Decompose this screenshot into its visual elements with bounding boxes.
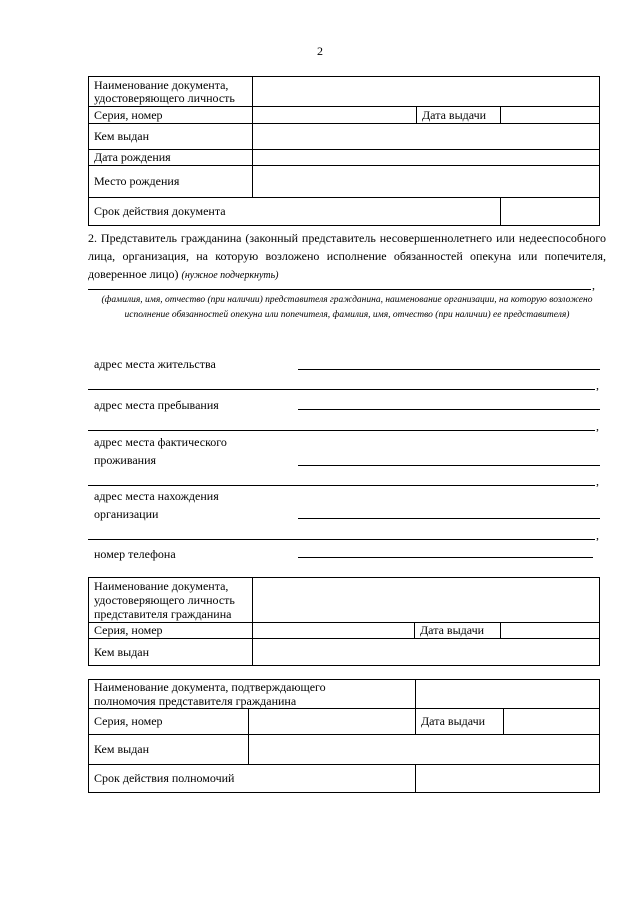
birth-date-field[interactable]	[253, 150, 600, 166]
authority-validity-field[interactable]	[416, 765, 600, 793]
authority-issue-date-field[interactable]	[504, 709, 600, 735]
birth-place-label: Место рождения	[89, 166, 253, 198]
rep-doc-name-line-3: представителя гражданина	[94, 607, 232, 621]
representative-document-table	[88, 577, 600, 666]
rep-doc-name-line-1: Наименование документа,	[94, 579, 229, 593]
authority-issued-by-field[interactable]	[249, 735, 600, 765]
org-address-label-1: адрес места нахождения	[94, 489, 219, 503]
rep-issue-date-field[interactable]	[501, 623, 600, 639]
section-number: 2.	[88, 231, 97, 245]
birth-place-field[interactable]	[253, 166, 600, 198]
issue-date-field[interactable]	[501, 107, 600, 124]
rep-issued-by-label: Кем выдан	[89, 639, 253, 666]
authority-validity-label: Срок действия полномочий	[89, 765, 416, 793]
rep-issue-date-label: Дата выдачи	[415, 623, 501, 639]
authority-doc-name-line-1: Наименование документа, подтверждающего	[94, 680, 326, 694]
stay-address-line-2[interactable]	[88, 430, 595, 431]
validity-label: Срок действия документа	[89, 198, 501, 226]
series-number-label: Серия, номер	[89, 107, 253, 124]
authority-document-table	[88, 679, 600, 793]
actual-address-line[interactable]	[298, 465, 600, 466]
doc-name-field[interactable]	[253, 77, 600, 107]
residence-address-line-2[interactable]	[88, 389, 595, 390]
underline-hint: (нужное подчеркнуть)	[181, 270, 279, 281]
authority-issue-date-label: Дата выдачи	[416, 709, 504, 735]
rep-doc-name-label	[89, 578, 253, 623]
authority-doc-name-label	[89, 680, 416, 709]
authority-doc-name-field[interactable]	[416, 680, 600, 709]
section-text: Представитель гражданина (законный представитель несовершеннолетнего или недееспособного лица, организация, на которую возложено исполнение обязанностей опекуна или попечителя, доверенное лицо)	[88, 231, 606, 281]
validity-field[interactable]	[501, 198, 600, 226]
rep-issued-by-field[interactable]	[253, 639, 600, 666]
org-address-line-2[interactable]	[88, 539, 595, 540]
residence-address-label: адрес места жительства	[94, 357, 216, 371]
series-number-field[interactable]	[253, 107, 417, 124]
org-address-label-2: организации	[94, 507, 159, 521]
comma: ,	[596, 419, 599, 433]
representative-caption: (фамилия, имя, отчество (при наличии) представителя гражданина, наименование организации, на которую возложено исполнение обязанностей опекуна или попечителя, фамилия, имя, отчество (при наличии) ее представителя)	[101, 295, 593, 320]
issued-by-label: Кем выдан	[89, 124, 253, 150]
org-address-line[interactable]	[298, 518, 600, 519]
doc-name-label: Наименование документа, удостоверяющего личность	[89, 77, 253, 107]
comma: ,	[592, 278, 595, 292]
stay-address-label: адрес места пребывания	[94, 398, 219, 412]
issued-by-field[interactable]	[253, 124, 600, 150]
actual-address-label-2: проживания	[94, 453, 157, 467]
authority-doc-name-line-2: полномочия представителя гражданина	[94, 694, 297, 708]
authority-series-number-field[interactable]	[249, 709, 416, 735]
comma: ,	[596, 378, 599, 392]
rep-doc-name-field[interactable]	[253, 578, 600, 623]
authority-series-number-label: Серия, номер	[89, 709, 249, 735]
authority-issued-by-label: Кем выдан	[89, 735, 249, 765]
comma: ,	[596, 474, 599, 488]
stay-address-line[interactable]	[298, 409, 600, 410]
applicant-document-table	[88, 76, 600, 226]
residence-address-line[interactable]	[298, 369, 600, 370]
representative-name-line[interactable]	[88, 289, 591, 290]
rep-series-number-field[interactable]	[253, 623, 415, 639]
comma: ,	[596, 528, 599, 542]
rep-doc-name-line-2: удостоверяющего личность	[94, 593, 235, 607]
birth-date-label: Дата рождения	[89, 150, 253, 166]
rep-series-number-label: Серия, номер	[89, 623, 253, 639]
phone-line[interactable]	[298, 557, 593, 558]
section-2-paragraph	[88, 229, 606, 285]
phone-label: номер телефона	[94, 547, 176, 561]
issue-date-label: Дата выдачи	[417, 107, 501, 124]
actual-address-label-1: адрес места фактического	[94, 435, 227, 449]
page-number: 2	[317, 44, 323, 58]
